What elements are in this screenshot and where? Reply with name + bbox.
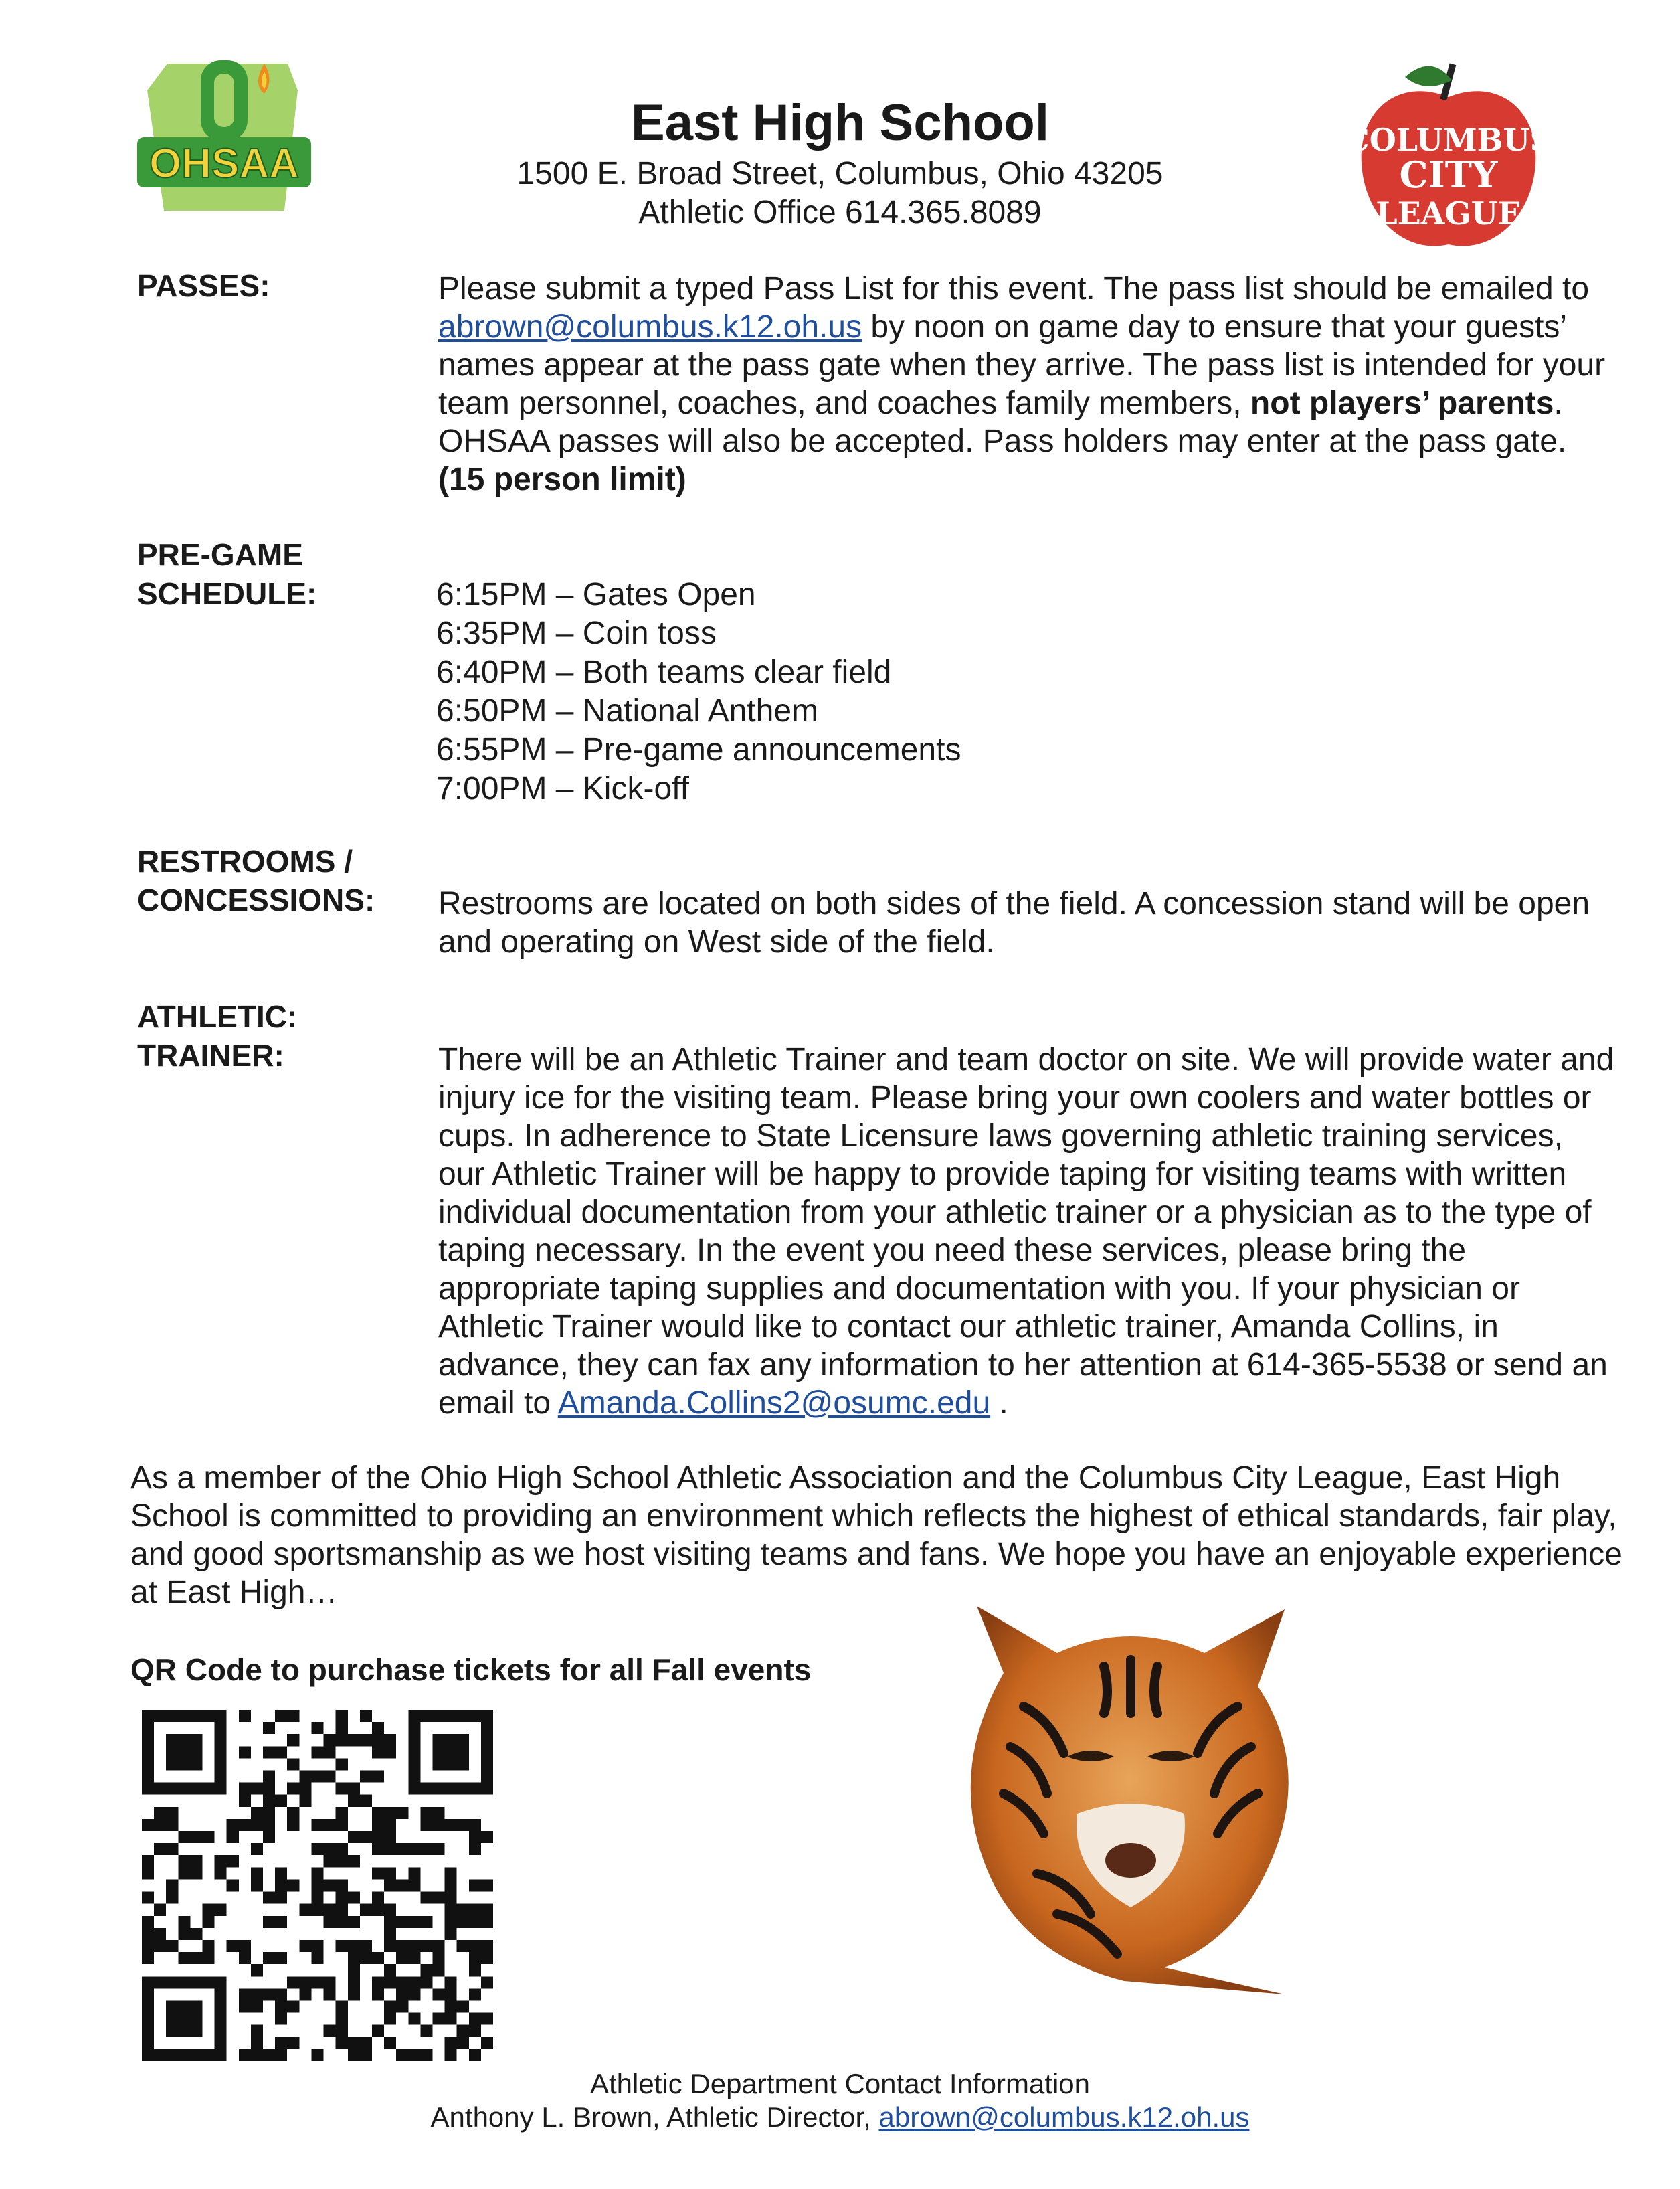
passes-bold-1: not players’ parents bbox=[1250, 385, 1554, 421]
closing-paragraph: As a member of the Ohio High School Athletic Association and the Columbus City League, East High School is committed to providing an environment which reflects the highest of ethical standards, fair play, and good sportsmanship as we host visiting teams and fans. We hope you have an enjoyable experience at East High… bbox=[130, 1460, 1622, 1610]
trainer-email-link[interactable]: Amanda.Collins2@osumc.edu bbox=[557, 1385, 991, 1421]
qr-heading: QR Code to purchase tickets for all Fall events bbox=[130, 1652, 812, 1687]
ticket-qr-code[interactable] bbox=[142, 1710, 493, 2061]
passes-text-2: by noon on game day to ensure that your guests’ names appear at the pass gate when they arrive. The pass list is intended for your team personnel, coaches, and coaches family members, bbox=[438, 309, 1606, 421]
pregame-schedule-list bbox=[436, 576, 961, 808]
svg-text:LEAGUE: LEAGUE bbox=[1376, 195, 1521, 232]
schedule-item: 7:00PM – Kick-off bbox=[436, 771, 689, 806]
svg-text:OHSAA: OHSAA bbox=[149, 141, 299, 187]
schedule-label-line-1: PRE-GAME bbox=[137, 537, 303, 572]
schedule-item: 6:35PM – Coin toss bbox=[436, 616, 717, 651]
tiger-mascot-image bbox=[923, 1593, 1338, 1994]
passes-text bbox=[438, 270, 1616, 499]
schedule-item: 6:50PM – National Anthem bbox=[436, 693, 819, 729]
school-address: 1500 E. Broad Street, Columbus, Ohio 43205 bbox=[517, 156, 1163, 191]
schedule-item: 6:55PM – Pre-game announcements bbox=[436, 732, 961, 768]
restrooms-label-line-1: RESTROOMS / bbox=[137, 844, 353, 879]
footer-contact-line bbox=[0, 2101, 1680, 2133]
pass-list-email-link[interactable]: abrown@columbus.k12.oh.us bbox=[438, 309, 862, 345]
passes-text-1: Please submit a typed Pass List for this event. The pass list should be emailed to bbox=[438, 271, 1590, 307]
passes-label: PASSES: bbox=[137, 268, 270, 303]
footer-director: Anthony L. Brown, Athletic Director, bbox=[430, 2101, 879, 2133]
trainer-label-line-1: ATHLETIC: bbox=[137, 999, 298, 1034]
trainer-text-1: There will be an Athletic Trainer and team doctor on site. We will provide water and injury ice for the visiting team. Please bring your own coolers and water bottles or cups. In adherence to State Licensure laws governing athletic training services, our Athletic Trainer will be happy to provide taping for visiting teams with written individual documentation from your athletic trainer or a physician as to the type of taping necessary. In the event you need these services, please bring the appropriate taping supplies and documentation with you. If your physician or Athletic Trainer would like to contact our athletic trainer, Amanda Collins, in advance, they can fax any information to her attention at 614-365-5538 or send an email to bbox=[438, 1042, 1614, 1421]
trainer-text bbox=[438, 1041, 1616, 1422]
trainer-label bbox=[137, 997, 297, 1075]
restrooms-label-line-2: CONCESSIONS: bbox=[137, 883, 375, 917]
passes-text-3: . OHSAA passes will also be accepted. Pass holders may enter at the pass gate. bbox=[438, 385, 1567, 459]
restrooms-text: Restrooms are located on both sides of the field. A concession stand will be open and operating on West side of the field. bbox=[438, 886, 1590, 960]
trainer-text-2: . bbox=[990, 1385, 1008, 1421]
school-name: East High School bbox=[631, 94, 1049, 151]
director-email-link[interactable]: abrown@columbus.k12.oh.us bbox=[878, 2101, 1250, 2133]
schedule-label-line-2: SCHEDULE: bbox=[137, 576, 317, 611]
schedule-label bbox=[137, 535, 316, 613]
schedule-item: 6:40PM – Both teams clear field bbox=[436, 654, 892, 690]
athletic-office-phone: Athletic Office 614.365.8089 bbox=[638, 195, 1042, 230]
footer-contact-heading: Athletic Department Contact Information bbox=[589, 2068, 1091, 2099]
restrooms-label bbox=[137, 842, 375, 920]
schedule-item: 6:15PM – Gates Open bbox=[436, 577, 756, 612]
svg-text:CITY: CITY bbox=[1399, 153, 1498, 196]
trainer-label-line-2: TRAINER: bbox=[137, 1038, 284, 1073]
svg-text:COLUMBUS: COLUMBUS bbox=[1351, 122, 1546, 158]
passes-bold-2: (15 person limit) bbox=[438, 462, 686, 497]
